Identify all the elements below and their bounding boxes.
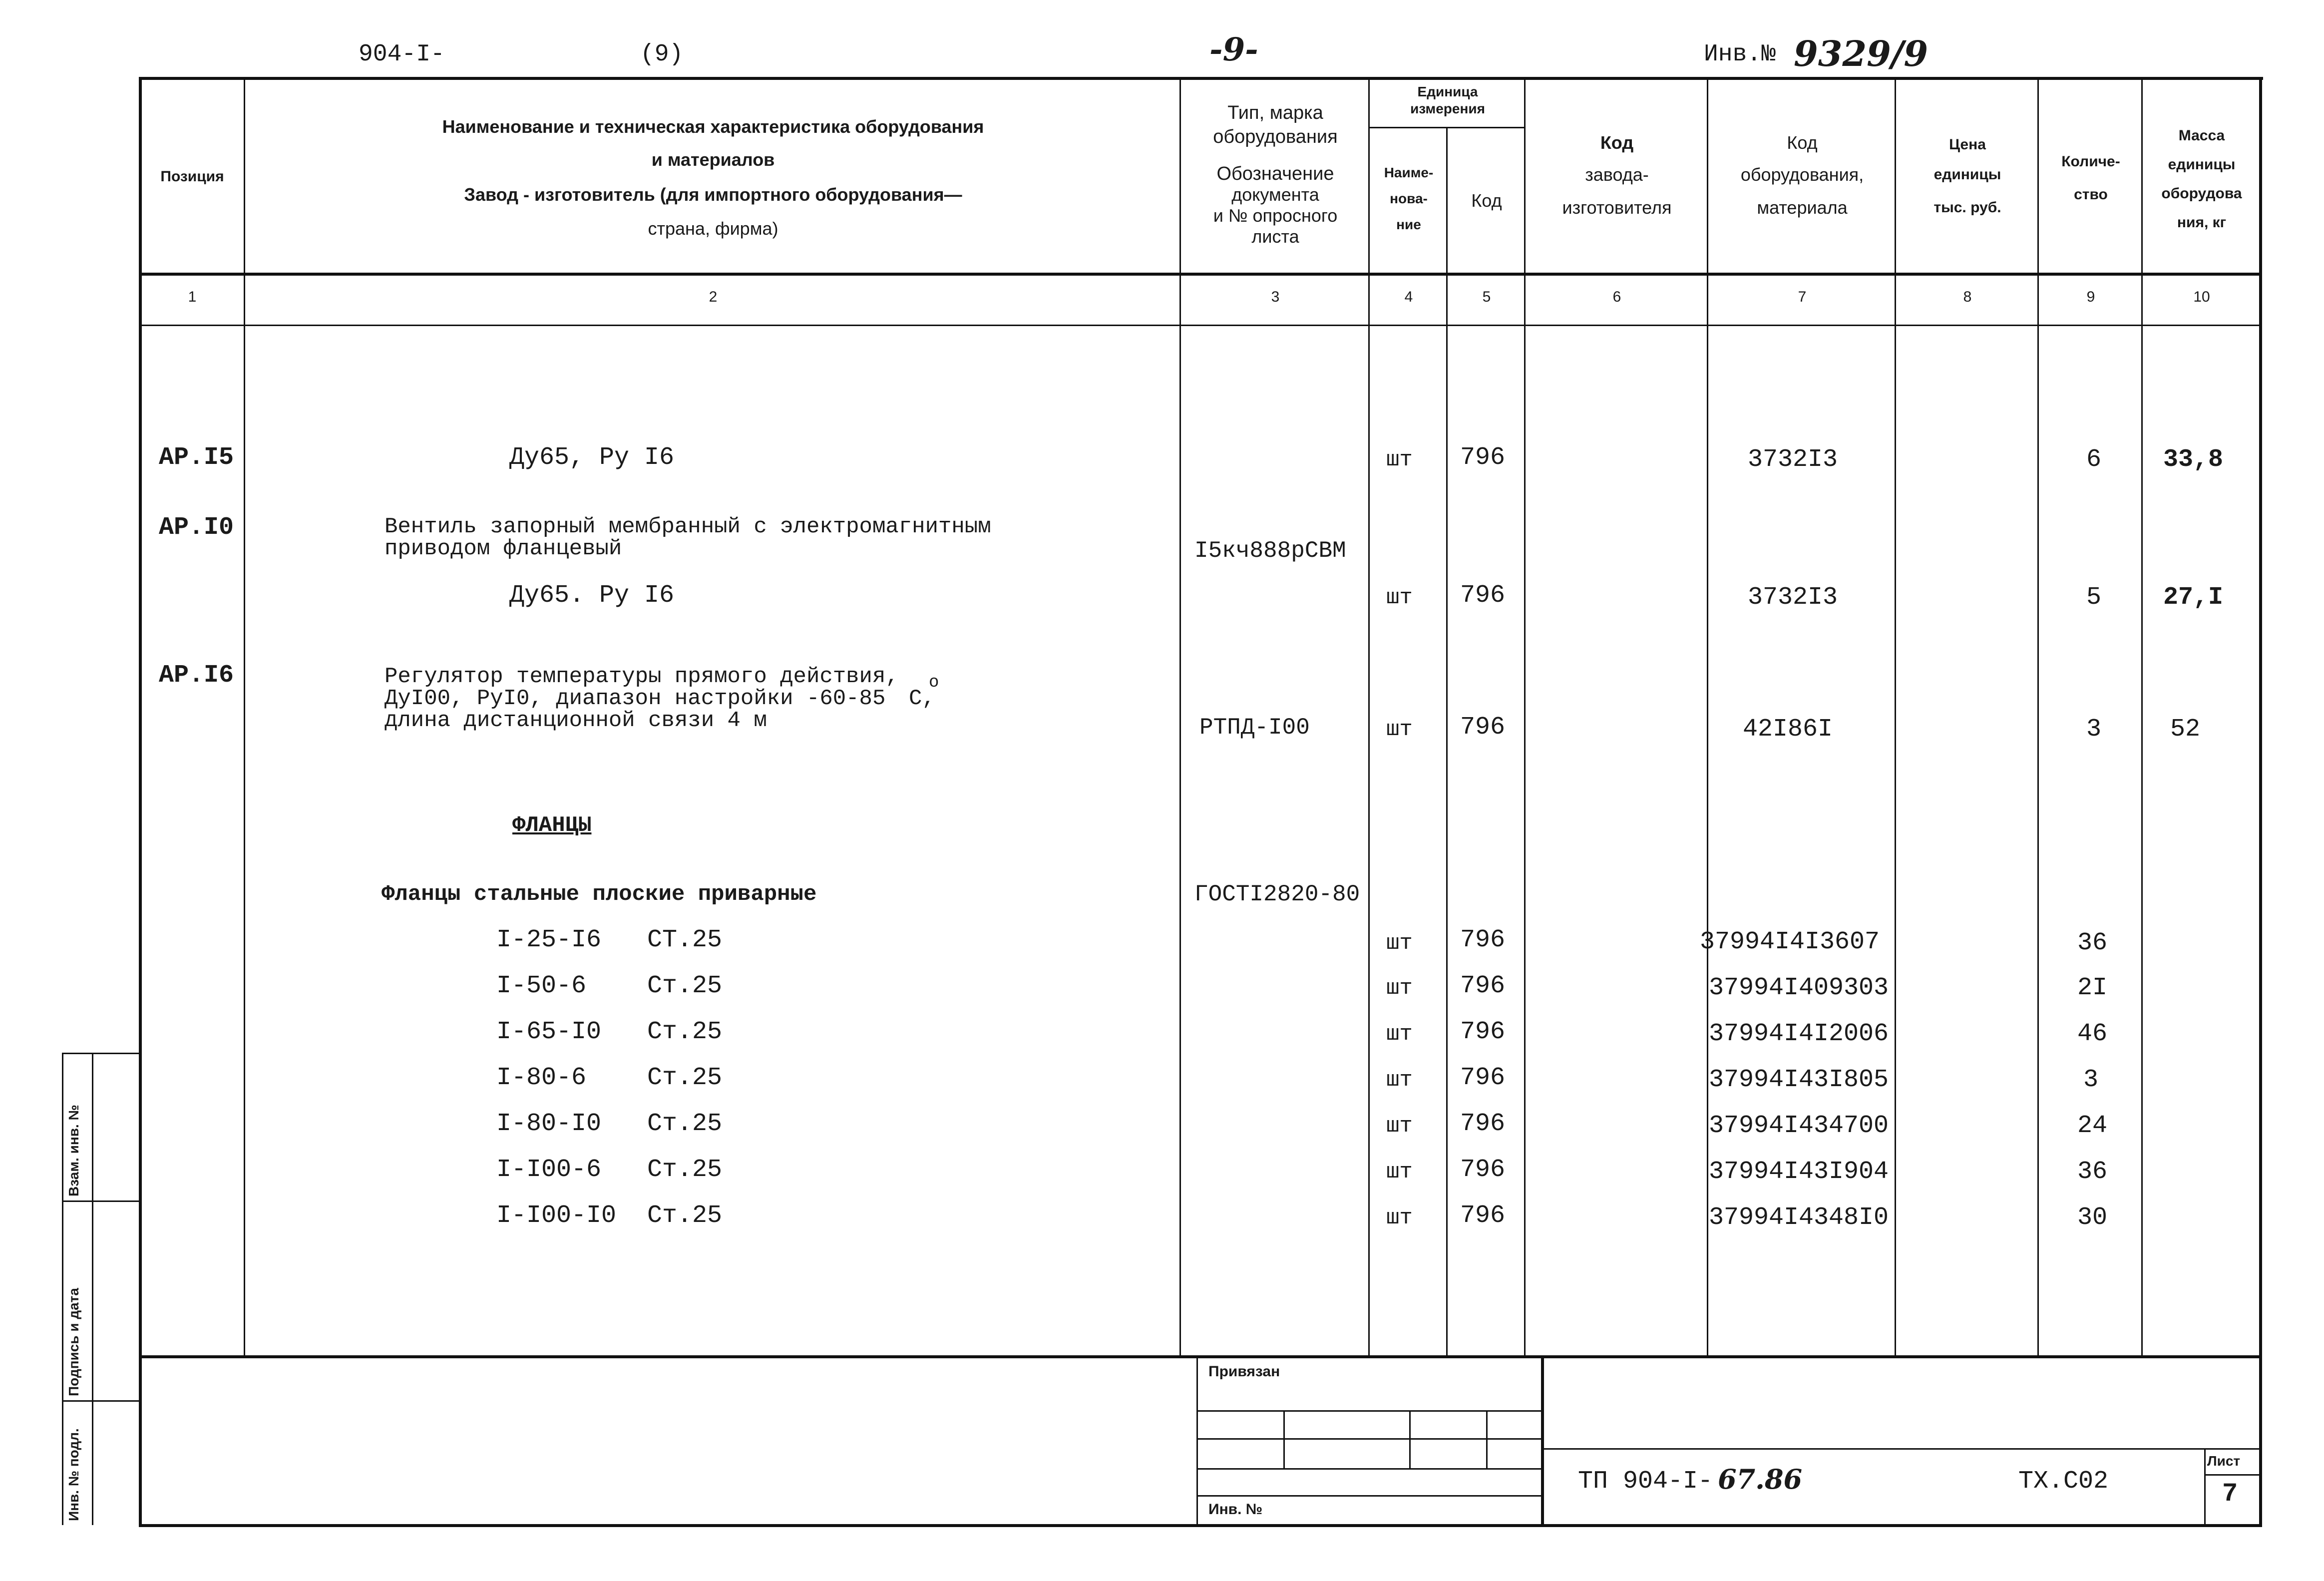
header-unit-name-line3: ние — [1396, 217, 1421, 232]
row-quantity: 6 — [2086, 445, 2102, 474]
row-quantity: 5 — [2086, 583, 2102, 612]
flange-unit-code: 796 — [1460, 926, 1506, 954]
side-stamp-original-inv: Инв. № подл. — [66, 1428, 81, 1521]
side-stamp-left-line — [62, 1053, 63, 1525]
unit-group-line — [1368, 127, 1524, 128]
flange-size: I-25-I6 — [496, 926, 602, 954]
header-type-line1: Тип, марка — [1227, 102, 1323, 123]
side-stamp-mid-line — [92, 1053, 93, 1525]
footer-stamp-grid-line — [1283, 1410, 1285, 1468]
row-name-line2: приводом фланцевый — [385, 536, 622, 561]
flange-quantity: 46 — [2077, 1020, 2108, 1048]
column-number: 10 — [2193, 289, 2210, 305]
flange-quantity: 30 — [2077, 1203, 2108, 1232]
flange-unit-code: 796 — [1460, 1064, 1506, 1092]
header-mass-line3: оборудова — [2161, 185, 2242, 202]
flange-quantity: 3 — [2083, 1066, 2099, 1094]
column-numbers-line — [139, 325, 2262, 326]
header-material-code-line2: оборудования, — [1740, 164, 1864, 185]
header-quantity-line1: Количе- — [2061, 153, 2120, 170]
flange-size: I-80-6 — [496, 1064, 587, 1092]
header-material-code-line3: материала — [1757, 197, 1848, 218]
table-bottom-line — [139, 1355, 2262, 1358]
flange-unit-code: 796 — [1460, 1156, 1506, 1184]
flange-quantity: 36 — [2077, 1158, 2108, 1186]
header-type-line4: документа — [1231, 184, 1319, 205]
flange-unit: шт — [1386, 931, 1413, 956]
row-name-line2: ДуI00, РуI0, диапазон настройки -60-85 — [385, 686, 886, 711]
footer-stamp-left-line — [1196, 1355, 1198, 1525]
row-unit-code: 796 — [1460, 443, 1506, 472]
flange-unit: шт — [1386, 1022, 1413, 1047]
header-name-line4: страна, фирма) — [648, 218, 778, 239]
flange-unit-code: 796 — [1460, 972, 1506, 1000]
flange-unit: шт — [1386, 976, 1413, 1001]
flange-size: I-65-I0 — [496, 1018, 602, 1046]
flange-steel: Ст.25 — [647, 972, 723, 1000]
footer-stamp-grid-line — [1196, 1438, 1541, 1440]
side-stamp-line — [62, 1053, 140, 1054]
flange-size: I-I00-6 — [496, 1156, 602, 1184]
footer-doc-line — [1541, 1448, 2260, 1450]
row-mass: 52 — [2170, 715, 2201, 744]
column-number: 7 — [1798, 289, 1807, 305]
column-number: 1 — [188, 289, 197, 305]
header-quantity-line2: ство — [2074, 186, 2108, 203]
header-type-line2: оборудования — [1213, 126, 1338, 147]
flange-quantity: 24 — [2077, 1112, 2108, 1140]
side-stamp-line — [62, 1400, 140, 1402]
flange-size: I-50-6 — [496, 972, 587, 1000]
flange-material-code: 37994I43I805 — [1709, 1066, 1889, 1094]
header-type-line5: и № опросного — [1213, 205, 1338, 226]
header-price-line3: тыс. руб. — [1934, 199, 2001, 216]
footer-stamp-grid-line — [1196, 1410, 1541, 1412]
header-unit-name-line1: Наиме- — [1384, 165, 1434, 180]
col-divider-5 — [1524, 77, 1526, 1355]
footer-sheet-divider — [2204, 1448, 2206, 1524]
inventory-no-label: Инв. № — [1208, 1501, 1263, 1518]
flange-material-code: 37994I4I3607 — [1700, 928, 1880, 956]
header-bottom-line — [139, 273, 2262, 276]
flange-unit: шт — [1386, 1068, 1413, 1093]
frame-right-line — [2259, 77, 2262, 1527]
footer-doc-suffix: ТХ.С02 — [2018, 1467, 2109, 1496]
flange-unit-code: 796 — [1460, 1018, 1506, 1046]
row-material-code: 3732I3 — [1748, 445, 1838, 474]
footer-sheet-line — [2204, 1474, 2260, 1476]
document-code: 904-I- — [359, 41, 445, 68]
sheet-number: 7 — [2222, 1479, 2238, 1509]
row-position: АР.I5 — [159, 443, 234, 472]
side-stamp-replacement-inv: Взам. инв. № — [66, 1105, 81, 1196]
row-unit-code: 796 — [1460, 713, 1506, 742]
row-unit: шт — [1386, 717, 1413, 742]
column-number: 6 — [1612, 289, 1621, 305]
row-name-line2-unit: C, — [909, 686, 935, 711]
flange-unit-code: 796 — [1460, 1110, 1506, 1138]
column-number: 9 — [2086, 289, 2095, 305]
header-price-line1: Цена — [1949, 136, 1986, 153]
flange-size: I-I00-I0 — [496, 1201, 617, 1230]
row-unit-code: 796 — [1460, 581, 1506, 610]
bound-label: Привязан — [1208, 1363, 1280, 1380]
col-divider-7 — [1895, 77, 1896, 1355]
col-divider-6 — [1707, 77, 1708, 1355]
flange-steel: Ст.25 — [647, 1156, 723, 1184]
sheet-label: Лист — [2207, 1453, 2241, 1469]
col-divider-8 — [2037, 77, 2039, 1355]
row-position: АР.I6 — [159, 661, 234, 690]
side-stamp-signature-date: Подпись и дата — [66, 1288, 81, 1396]
frame-bottom-line — [139, 1524, 2262, 1527]
flange-unit: шт — [1386, 1114, 1413, 1139]
flange-quantity: 36 — [2077, 929, 2108, 957]
flange-material-code: 37994I43I904 — [1709, 1158, 1889, 1186]
row-name-line3: длина дистанционной связи 4 м — [385, 708, 767, 733]
header-factory-code-line1: Код — [1600, 132, 1634, 153]
footer-stamp-right-line — [1541, 1355, 1544, 1525]
flanges-gost: ГОСТI2820-80 — [1194, 881, 1360, 907]
inventory-number: 9329/9 — [1794, 33, 1929, 74]
row-material-code: 3732I3 — [1748, 583, 1838, 612]
row-type: I5кч888рСВМ — [1194, 538, 1346, 564]
row-quantity: 3 — [2086, 715, 2102, 744]
page-mark: -9- — [1209, 31, 1258, 68]
header-factory-code-line3: изготовителя — [1562, 197, 1672, 218]
header-name-line3: Завод - изготовитель (для импортного оборудования— — [464, 184, 962, 205]
flange-steel: Ст.25 — [647, 1064, 723, 1092]
row-mass: 27,I — [2163, 583, 2224, 612]
col-divider-4 — [1446, 127, 1448, 1355]
row-name-line1: Регулятор температуры прямого действия, — [385, 664, 899, 689]
flange-material-code: 37994I4348I0 — [1709, 1203, 1889, 1232]
header-type-line3: Обозначение — [1216, 163, 1334, 184]
section-title: ФЛАНЦЫ — [512, 813, 592, 838]
page-number-parenthesized: (9) — [640, 41, 684, 68]
row-name: Ду65, Ру I6 — [509, 443, 675, 472]
flange-material-code: 37994I409303 — [1709, 974, 1889, 1002]
row-unit: шт — [1386, 447, 1413, 472]
col-divider-9 — [2141, 77, 2143, 1355]
row-unit: шт — [1386, 585, 1413, 610]
footer-stamp-grid-line — [1196, 1495, 1541, 1497]
footer-stamp-grid-line — [1196, 1468, 1541, 1470]
header-mass-line2: единицы — [2168, 156, 2236, 173]
inventory-label: Инв.№ — [1704, 41, 1776, 68]
footer-doc-prefix: ТП 904-I- — [1578, 1467, 1713, 1496]
side-stamp-line — [62, 1200, 140, 1202]
header-type-line6: листа — [1251, 226, 1299, 247]
flange-material-code: 37994I4I2006 — [1709, 1020, 1889, 1048]
col-divider-1 — [244, 77, 245, 1355]
flange-unit: шт — [1386, 1205, 1413, 1230]
footer-stamp-grid-line — [1409, 1410, 1411, 1468]
header-unit-group-line1: Единица — [1417, 84, 1478, 99]
flange-quantity: 2I — [2077, 974, 2108, 1002]
col-divider-3 — [1368, 77, 1370, 1355]
header-factory-code-line2: завода- — [1585, 164, 1649, 185]
row-name-line3: Ду65. Ру I6 — [509, 581, 675, 610]
column-number: 4 — [1404, 289, 1413, 305]
header-unit-code: Код — [1471, 190, 1502, 211]
row-type: РТПД-I00 — [1199, 715, 1310, 741]
flange-steel: Ст.25 — [647, 1201, 723, 1230]
header-mass-line4: ния, кг — [2177, 214, 2227, 231]
flange-unit: шт — [1386, 1160, 1413, 1185]
header-name-line2: и материалов — [651, 149, 775, 170]
column-number: 8 — [1963, 289, 1972, 305]
header-unit-name-line2: нова- — [1390, 191, 1428, 206]
row-name-line1: Вентиль запорный мембранный с электромагнитным — [385, 514, 991, 539]
flange-size: I-80-I0 — [496, 1110, 602, 1138]
header-position: Позиция — [160, 168, 224, 185]
footer-stamp-grid-line — [1486, 1410, 1488, 1468]
row-mass: 33,8 — [2163, 445, 2224, 474]
header-price-line2: единицы — [1934, 166, 2001, 183]
column-number: 5 — [1482, 289, 1491, 305]
flanges-title: Фланцы стальные плоские приварные — [382, 882, 817, 907]
column-number: 3 — [1271, 289, 1280, 305]
row-degree-superscript: o — [929, 673, 939, 692]
flange-unit-code: 796 — [1460, 1201, 1506, 1230]
header-material-code-line1: Код — [1787, 132, 1818, 153]
header-unit-group-line2: измерения — [1410, 101, 1485, 116]
row-material-code: 42I86I — [1743, 715, 1833, 744]
footer-doc-handwritten: 67.86 — [1718, 1463, 1803, 1495]
col-divider-2 — [1179, 77, 1181, 1355]
flange-material-code: 37994I434700 — [1709, 1112, 1889, 1140]
column-number: 2 — [709, 289, 718, 305]
header-mass-line1: Масса — [2178, 127, 2225, 144]
flange-steel: СТ.25 — [647, 926, 723, 954]
frame-top-line — [139, 77, 2263, 80]
flange-steel: Ст.25 — [647, 1110, 723, 1138]
flange-steel: Ст.25 — [647, 1018, 723, 1046]
header-name-line1: Наименование и техническая характеристика оборудования — [442, 116, 984, 137]
row-position: АР.I0 — [159, 513, 234, 542]
